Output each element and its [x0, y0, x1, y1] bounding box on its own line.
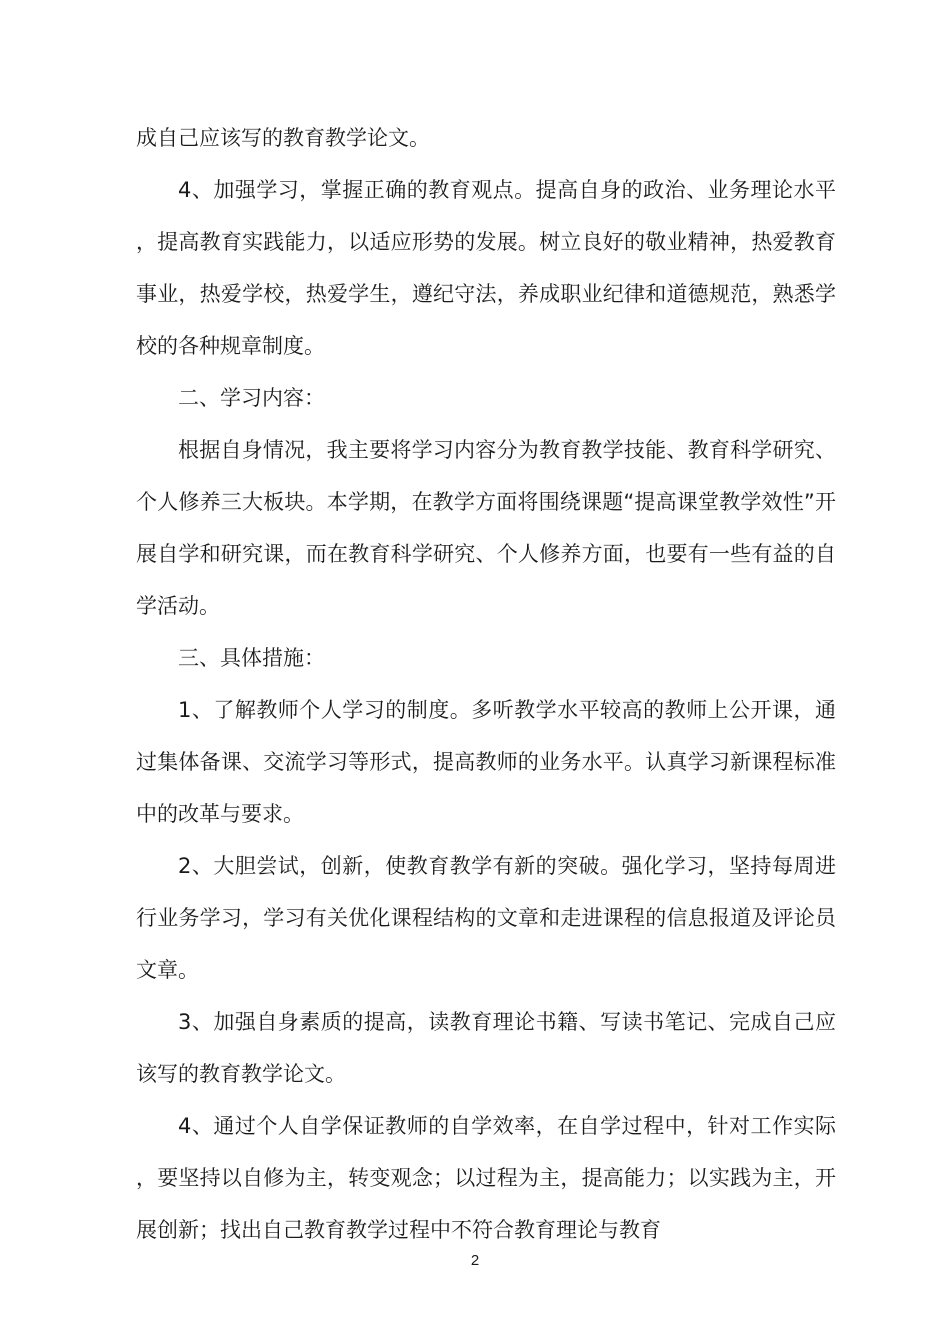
page-number: 2: [470, 1252, 480, 1269]
paragraph-2: 4、加强学习，掌握正确的教育观点。提高自身的政治、业务理论水平，提高教育实践能力，以适应形势的发展。树立良好的敬业精神，热爱教育事业，热爱学校，热爱学生，遵纪守法，养成职业纪律和道德规范，熟悉学校的各种规章制度。: [136, 178, 836, 358]
measure-item-4: 4、通过个人自学保证教师的自学效率，在自学过程中，针对工作实际，要坚持以自修为主，转变观念；以过程为主，提高能力；以实践为主，开展创新；找出自己教育教学过程中不符合教育理论与教育: [136, 1114, 836, 1242]
section-heading-measures: 三、具体措施：: [178, 646, 325, 670]
measure-item-2: 2、大胆尝试，创新，使教育教学有新的突破。强化学习，坚持每周进行业务学习，学习有关优化课程结构的文章和走进课程的信息报道及评论员文章。: [136, 854, 836, 982]
document-body: [136, 112, 836, 1256]
measure-item-1: 1、了解教师个人学习的制度。多听教学水平较高的教师上公开课，通过集体备课、交流学习等形式，提高教师的业务水平。认真学习新课程标准中的改革与要求。: [136, 698, 836, 826]
section-heading-learning-content: 二、学习内容：: [178, 386, 325, 410]
paragraph-learning-content: 根据自身情况，我主要将学习内容分为教育教学技能、教育科学研究、个人修养三大板块。本学期，在教学方面将围绕课题“提高课堂教学效性”开展自学和研究课，而在教育科学研究、个人修养方面，也要有一些有益的自学活动。: [136, 438, 836, 618]
paragraph-1: 成自己应该写的教育教学论文。: [136, 126, 430, 150]
measure-item-3: 3、加强自身素质的提高，读教育理论书籍、写读书笔记、完成自己应该写的教育教学论文。: [136, 1010, 836, 1086]
